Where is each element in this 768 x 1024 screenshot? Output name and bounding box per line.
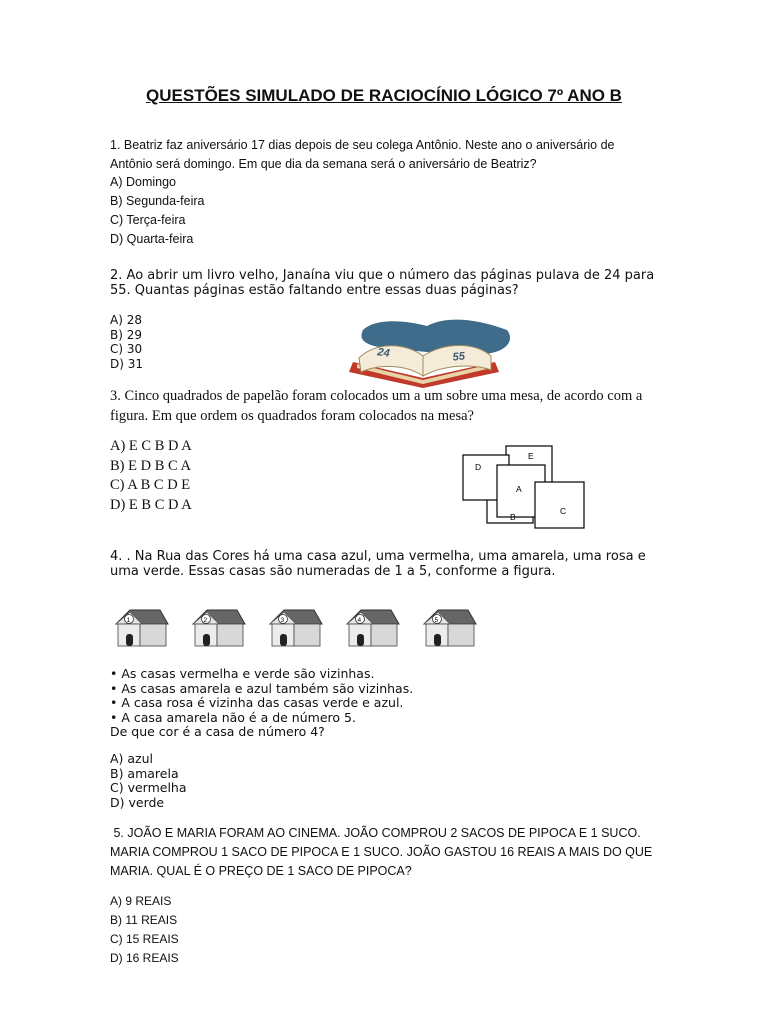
house-2: [193, 610, 245, 646]
option-3a: A) E C B D A: [110, 438, 192, 454]
option-5a: A) 9 REAIS: [110, 894, 172, 908]
option-2d: D) 31: [110, 356, 144, 371]
question-4-text: 4. . Na Rua das Cores há uma casa azul, uma vermelha, uma amarela, uma rosa e uma verde. Essas casas são numeradas de 1 a 5, conforme a figura.: [110, 549, 646, 579]
option-1c: C) Terça-feira: [110, 213, 186, 227]
option-4a: A) azul: [110, 751, 154, 766]
question-2-options: [110, 313, 143, 371]
question-5-options: [110, 892, 179, 968]
question-4-options: [110, 752, 187, 810]
houses-figure: [112, 606, 482, 650]
clue-2: • As casas amarela e azul também são vizinhas.: [110, 680, 414, 696]
option-1a: A) Domingo: [110, 175, 176, 189]
clue-1: • As casas vermelha e verde são vizinhas.: [110, 666, 375, 681]
house-number-5: 5: [434, 617, 439, 624]
option-5c: C) 15 REAIS: [110, 932, 179, 946]
house-number-2: 2: [203, 617, 208, 624]
squares-figure: [458, 443, 590, 533]
option-3c: C) A B C D E: [110, 477, 191, 493]
square-d-label: D: [475, 462, 482, 472]
option-4b: B) amarela: [110, 765, 179, 781]
option-5d: D) 16 REAIS: [110, 951, 179, 965]
square-c: [535, 482, 584, 528]
question-3-options: [110, 437, 192, 515]
square-a-label: A: [516, 484, 522, 494]
option-1b: B) Segunda-feira: [110, 194, 205, 208]
house-4: [347, 610, 399, 646]
square-b-label: B: [510, 512, 516, 522]
house-number-4: 4: [357, 617, 362, 624]
option-5b: B) 11 REAIS: [110, 913, 178, 927]
option-2c: C) 30: [110, 342, 143, 356]
square-c-label: C: [560, 506, 567, 516]
house-number-1: 1: [126, 617, 131, 624]
open-book-illustration: [335, 312, 515, 390]
book-page-right-number: 55: [452, 350, 466, 364]
house-3: [270, 610, 322, 646]
square-e-label: E: [528, 451, 534, 461]
question-2-text: 2. Ao abrir um livro velho, Janaína viu que o número das páginas pulava de 24 para 55. Quantas páginas estão faltando entre essas duas páginas?: [110, 268, 655, 298]
question-1-options: [110, 173, 205, 249]
question-4-clues: [110, 667, 413, 740]
option-4d: D) verde: [110, 794, 165, 810]
option-3b: B) E D B C A: [110, 457, 191, 474]
question-5-text: 5. JOÃO E MARIA FORAM AO CINEMA. JOÃO COMPROU 2 SACOS DE PIPOCA E 1 SUCO. MARIA COMPROU 1 SACO DE PIPOCA E 1 SUCO. JOÃO GASTOU 16 REAIS A MAIS DO QUE MARIA. QUAL É O PREÇO DE 1 SACO DE PIPOCA?: [110, 826, 656, 878]
house-5: [424, 610, 476, 646]
house-number-3: 3: [280, 617, 285, 624]
option-1d: D) Quarta-feira: [110, 232, 194, 246]
option-3d: D) E B C D A: [110, 496, 192, 513]
house-1: [116, 610, 168, 646]
clue-4: • A casa amarela não é a de número 5.: [110, 709, 356, 725]
question-4-prompt: De que cor é a casa de número 4?: [110, 724, 325, 739]
question-3-text: 3. Cinco quadrados de papelão foram colocados um a um sobre uma mesa, de acordo com a figura. Em que ordem os quadrados foram colocados na mesa?: [110, 388, 643, 424]
option-2b: B) 29: [110, 327, 142, 342]
clue-3: • A casa rosa é vizinha das casas verde e azul.: [110, 695, 404, 710]
question-1-text: 1. Beatriz faz aniversário 17 dias depois de seu colega Antônio. Neste ano o aniversário de Antônio será domingo. Em que dia da semana será o aniversário de Beatriz?: [110, 138, 615, 171]
page-title: QUESTÕES SIMULADO DE RACIOCÍNIO LÓGICO 7º ANO B: [146, 86, 622, 105]
option-4c: C) vermelha: [110, 780, 187, 795]
option-2a: A) 28: [110, 313, 142, 327]
book-page-left-number: 24: [376, 346, 391, 360]
